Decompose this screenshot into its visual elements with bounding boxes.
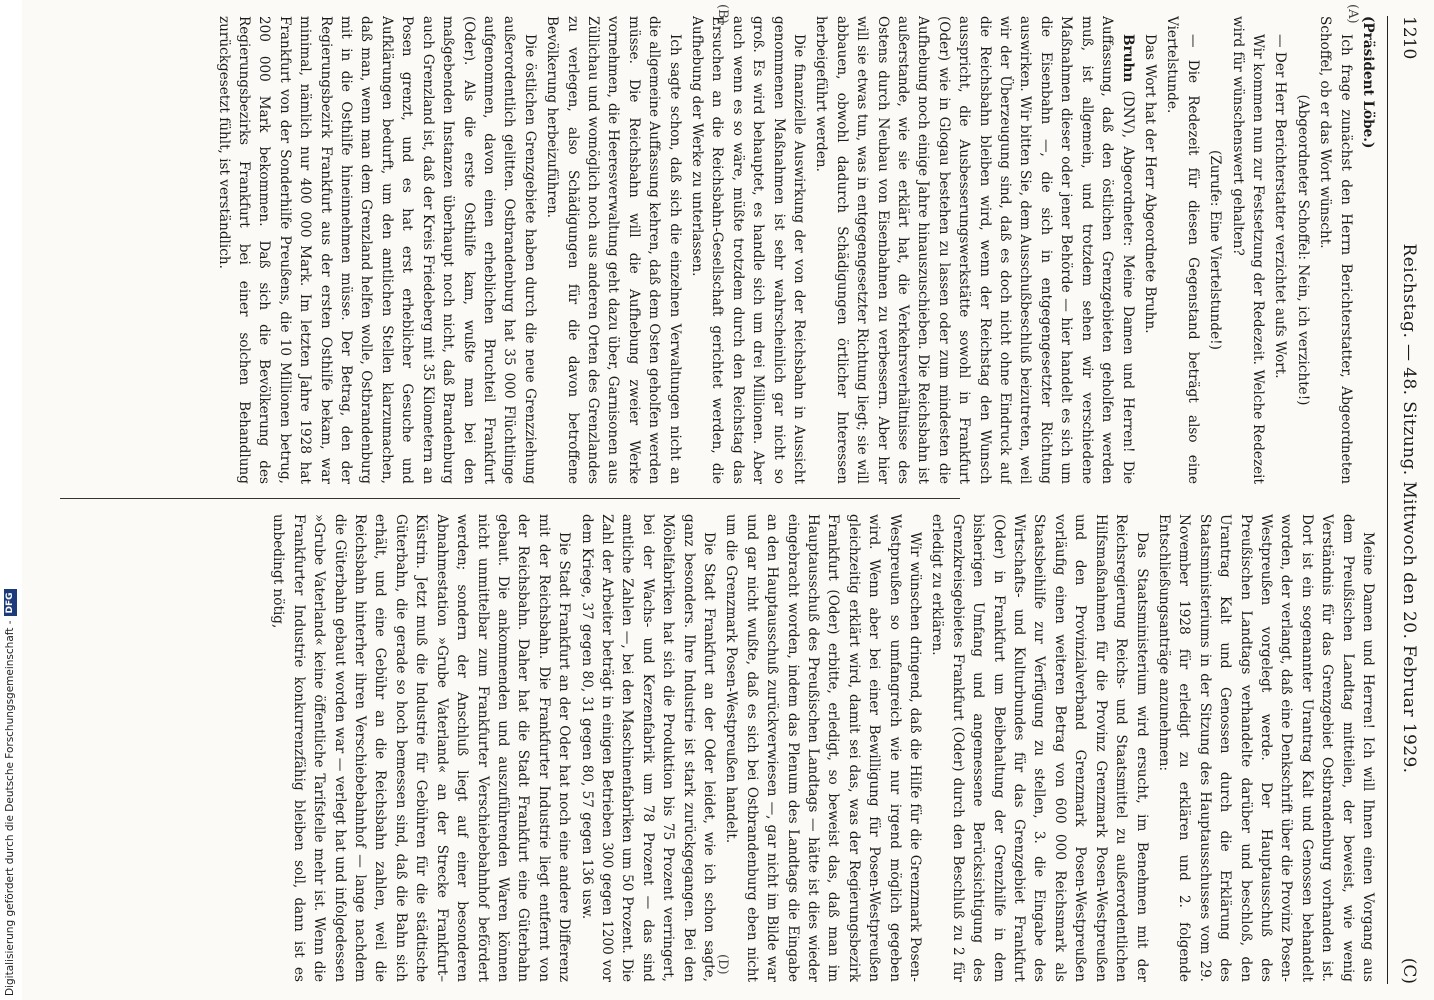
speaker-heading: (Präsident Löbe.) (1360, 16, 1376, 149)
footer-rotated-strip (2, 6, 18, 996)
interjection: (Abgeordneter Schoffel: Nein, ich verzichte!) (1294, 94, 1311, 406)
page-number: 1210 (1399, 16, 1419, 60)
paragraph: Wir wünschen dringend, daß die Hilfe für die Grenzmark Posen-Westpreußen so umfangreich wie nur irgend möglich gegeben wird. Wenn aber bei einer Bewilligung für Posen-Westpreußen gleichzeitig erklärt wird, damit sei das, was der Regierungsbezirk Frankfurt (Oder) erbitte, erledigt, so beweist das, daß man im Hauptausschuß des Preußischen Landtags — hätte ist dies wieder eingebracht worden, indem das Plenum des Landtags die Eingabe an den Hauptausschuß zurückverwiesen —, gar nicht im Bilde war und gar nicht wußte, daß es sich bei Ostbrandenburg eben nicht um die Grenzmark Posen-Westpreußen handelt. (723, 514, 924, 982)
page-rotated-content (30, 4, 1430, 996)
footer-credit-text: Digitalisierung gefördert durch die Deutsche Forschungsgemeinschaft - (4, 620, 16, 996)
margin-letter-d: (D) (715, 954, 730, 975)
paragraph: Die östlichen Grenzgebiete haben durch die neue Grenzziehung außerordentlich gelitten. Ostbrandenburg hat 35 000 Flüchtlinge aufgenommen, davon einen erheblichen Bruchteil Frankfurt (Oder). Als die erste Osthilfe kam, wußte man bei den maßgebenden Instanzen überhaupt noch nicht, daß Brandenburg auch Grenzland ist, daß der Kreis Friedeberg mit 35 Kilometern an Posen grenzt, und es hat erst erheblicher Gesuche und Aufklärungen bedurft, um den amtlichen Stellen klarzumachen, daß man, wenn man dem Grenzland helfen wolle, Ostbrandenburg mit in die Osthilfe hineinnehmen müsse. Der Betrag, den der Regierungsbezirk Frankfurt aus der ersten Osthilfe bekam, war minimal, nämlich nur 400 000 Mark. Im letzten Jahre 1928 hat Frankfurt von der Sonderhilfe Preußens, die 10 Millionen betrug, 200 000 Mark bekommen. Daß sich die Bevölkerung des Regierungsbezirks Frankfurt bei einer solchen Behandlung zurückgesetzt fühlt, ist verständlich. (215, 16, 538, 484)
margin-letter-b: (B) (715, 4, 730, 24)
right-column (48, 514, 1378, 982)
running-title: Reichstag. — 48. Sitzung. Mittwoch den 20. Februar 1929. (1399, 243, 1419, 774)
paragraph: Die Stadt Frankfurt an der Oder hat noch eine andere Differenz mit der Reichsbahn. Die Frankfurter Industrie liegt entfernt von der Reichsbahn. Daher hat die Stadt Frankfurt eine Güterbahn gebaut. Die ankommenden und auszuführenden Waren können nicht unmittelbar zum Frankfurter Verschiebebahnhof befördert werden; sondern der Anschluß liegt auf einer besonderen Abnahmestation »Grube Vaterland« an der Strecke Frankfurt–Küstrin. Jetzt muß die Industrie für Gebühren für die städtische Güterbahn, die gerade so hoch bemessen sind, daß die Bahn sich erhält, und eine Gebühr an die Reichsbahn zahlen, weil die Reichsbahn hinterher ihren Verschiebebahnhof — lange nachdem die Güterbahn gebaut worden war — verlegt hat und infolgedessen »Grube Vaterland« keine öffentliche Tarifstelle mehr ist. Wenn die Frankfurter Industrie konkurrenzfähig bleiben soll, dann ist es unbedingt nötig, (270, 514, 573, 982)
dfg-logo: DFG (4, 589, 17, 616)
paragraph: Wir kommen nun zur Festsetzung der Redezeit. Welche Redezeit wird für wünschenswert gehalten? (1229, 16, 1266, 484)
speaker-name: Bruhn (1119, 34, 1136, 83)
margin-letter-a: (A) (1345, 4, 1360, 24)
speech-paragraph: Bruhn (DNV), Abgeordneter: Meine Damen und Herren! Die Auffassung, daß den östlichen Grenzgebieten geholfen werden muß, ist allgemein, und trotzdem sehen wir verschiedene Maßnahmen dieser oder jener Behörde — hier handelt es sich um die Eisenbahn —, die sich in entgegengesetzter Richtung auswirken. Wir bitten Sie, dem Ausschußbeschluß beizutreten, weil wir der Überzeugung sind, daß es doch nicht ohne Eindruck auf die Reichsbahn bleiben wird, wenn der Reichstag den Wunsch ausspricht, die Ausbesserungswerkstätte sowohl in Frankfurt (Oder) wie in Glogau bestehen zu lassen oder zum mindesten die Aufhebung noch einige Jahre hinauszuschieben. Die Reichsbahn ist außerstande, wie sie erklärt hat, die Verkehrsverhältnisse des Ostens durch Neubau von Eisenbahnen zu verbessern. Aber hier will sie etwas tun, was in entgegengesetzter Richtung liegt; sie will abbauen, obwohl dadurch Schädigungen örtlicher Interessen herbeigeführt werden. (813, 16, 1136, 484)
paragraph: Das Wort hat der Herr Abgeordnete Bruhn. (1141, 34, 1158, 334)
paragraph: — Der Herr Berichterstatter verzichtet aufs Wort. (1272, 34, 1289, 379)
paragraph: — Die Redezeit für diesen Gegenstand beträgt also eine Viertelstunde. (1164, 16, 1201, 484)
column-divider (60, 498, 960, 499)
paragraph: Meine Damen und Herren! Ich will Ihnen einen Vorgang aus dem Preußischen Landtag mitteilen, der beweist, wie wenig Verständnis für das Grenzgebiet Ostbrandenburg vorhanden ist. Dort ist ein sogenannter Urantrag Kalt und Genossen behandelt worden, der verlangt, daß eine Denkschrift über die Provinz Posen-Westpreußen vorgelegt werde. Der Hauptausschuß des Preußischen Landtags verhandelte darüber und beschloß, den Urantrag Kalt und Genossen durch die Erklärung des Staatsministeriums in der Sitzung des Hauptausschusses vom 29. November 1928 für erledigt zu erklären und 2. folgende Entschließungsanträge anzunehmen: (1155, 514, 1376, 982)
margin-mark-c: (C) (1399, 957, 1419, 984)
paragraph: Ich frage zunächst den Herrn Berichterstatter, Abgeordneten Schoffel, ob er das Wort wünscht. (1317, 16, 1354, 484)
scanned-page (30, 0, 1434, 1000)
paragraph: Die finanzielle Auswirkung der von der Reichsbahn in Aussicht genommenen Maßnahmen ist sehr wahrscheinlich gar nicht so groß. Es wird behauptet, es handle sich um drei Millionen. Aber auch wenn es so wäre, müßte trotzdem durch den Reichstag das Ersuchen an die Reichsbahn-Gesellschaft gerichtet werden, die Aufhebung der Werke zu unterlassen. (689, 16, 808, 484)
page-header (1387, 16, 1430, 984)
digitization-footer (0, 0, 22, 1000)
interjection: (Zurufe: Eine Viertelstunde!) (1207, 150, 1224, 350)
left-column (48, 16, 1378, 484)
paragraph: Die Stadt Frankfurt an der Oder leidet, wie ich schon sagte, ganz besonders. Ihre Industrie ist stark zurückgegangen. Bei den Möbelfabriken hat sich die Produktion bis 75 Prozent verringert, bei der Wachs- und Kerzenfabrik um 78 Prozent — das sind amtliche Zahlen —, bei den Maschinenfabriken um 50 Prozent. Die Zahl der Arbeiter beträgt in einigen Betrieben 300 gegen 1200 vor dem Kriege, 37 gegen 80, 31 gegen 80, 57 gegen 136 usw. (578, 514, 717, 982)
paragraph: Das Staatsministerium wird ersucht, im Benehmen mit der Reichsregierung Reichs- und Staatsmittel zu außerordentlichen Hilfsmaßnahmen für die Provinz Grenzmark Posen-Westpreußen und den Provinzialverband Grenzmark Posen-Westpreußen vorläufig einen weiteren Betrag von 600 000 Reichsmark als Staatsbeihilfe zur Verfügung zu stellen, 3. die Eingabe des Wirtschafts- und Kulturbundes für das Grenzgebiet Frankfurt (Oder) in Frankfurt um Beibehaltung der Grenzhilfe in dem bisherigen Umfang und angemessene Berücksichtigung des Grenzkreisgebietes Frankfurt (Oder) durch den Beschluß zu 2 für erledigt zu erklären. (929, 514, 1150, 982)
paragraph: Ich sagte schon, daß sich die einzelnen Verwaltungen nicht an die allgemeine Auffassung kehren, daß dem Osten geholfen werden müsse. Die Reichsbahn will die Aufhebung zweier Werke vornehmen, die Heeresverwaltung geht dazu über, Garnisonen aus Züllichau und womöglich noch aus anderen Orten des Grenzlandes zu verlegen, also Schädigungen für die davon betroffene Bevölkerung herbeizuführen. (544, 16, 683, 484)
